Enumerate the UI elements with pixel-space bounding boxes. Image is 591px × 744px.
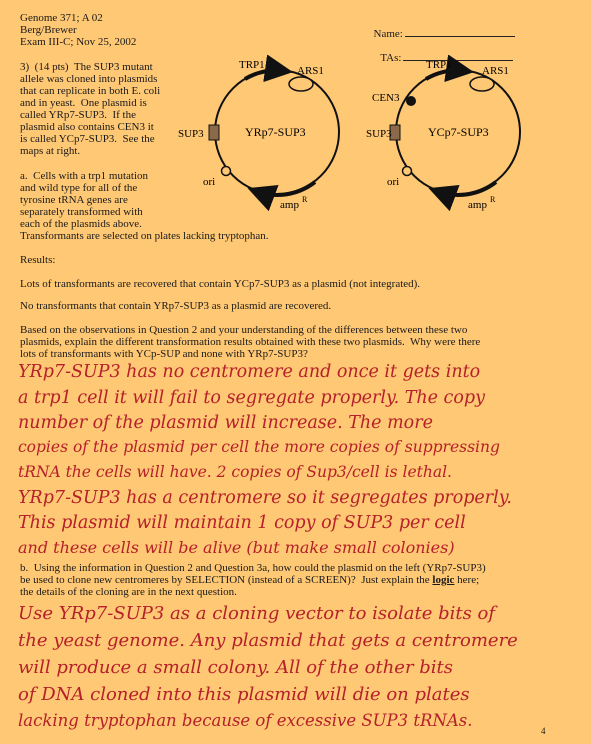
trp1-label: TRP1 <box>239 59 265 71</box>
results-label: Results: <box>20 254 56 266</box>
answer-a-line: YRp7-SUP3 has no centromere and once it gets into <box>18 362 481 382</box>
ori-label: ori <box>387 176 400 188</box>
amp-arrow <box>255 182 315 195</box>
part-a-line: Transformants are selected on plates lacking tryptophan. <box>20 230 269 242</box>
part-b-logic-word: logic <box>432 574 455 586</box>
header-instructors: Berg/Brewer <box>20 24 77 36</box>
part-a-line: each of the plasmids above. <box>20 218 142 230</box>
intro-line: maps at right. <box>20 145 81 157</box>
intro-line: that can replicate in both E. coli <box>20 85 161 97</box>
trp1-arrow <box>245 70 285 79</box>
sup3-label: SUP3 <box>178 128 204 140</box>
part-b-line-2 <box>20 574 479 587</box>
ori-marker <box>222 167 231 176</box>
ars1-marker <box>289 77 313 91</box>
ori-marker <box>403 167 412 176</box>
answer-a-line: number of the plasmid will increase. The more <box>18 413 433 433</box>
result-line-2: No transformants that contain YRp7-SUP3 as a plasmid are recovered. <box>20 300 332 312</box>
sup3-marker <box>209 125 219 140</box>
amp-superscript: R <box>490 195 496 204</box>
amp-label: amp <box>468 199 487 211</box>
answer-a-line: and these cells will be alive (but make small colonies) <box>18 538 455 557</box>
amp-superscript: R <box>302 195 308 204</box>
intro-line: 3) (14 pts) The SUP3 mutant <box>20 61 153 73</box>
yrp7-name: YRp7-SUP3 <box>245 125 306 139</box>
ars1-marker <box>470 77 494 91</box>
trp1-arrow <box>426 70 466 79</box>
plasmid-maps <box>175 55 575 245</box>
ars1-label: ARS1 <box>482 65 509 77</box>
prompt-line: lots of transformants with YCp-SUP and none with YRp7-SUP3? <box>20 348 308 360</box>
page-number: 4 <box>541 726 546 736</box>
intro-line: allele was cloned into plasmids <box>20 73 158 85</box>
answer-a-line: This plasmid will maintain 1 copy of SUP3 per cell <box>18 513 466 533</box>
trp1-label: TRP1 <box>426 59 452 71</box>
amp-arrow <box>436 182 496 195</box>
intro-line: plasmid also contains CEN3 it <box>20 121 154 133</box>
intro-line: and in yeast. One plasmid is <box>20 97 147 109</box>
yrp7-map <box>178 59 339 211</box>
intro-line: is called YCp7-SUP3. See the <box>20 133 155 145</box>
part-b-line-1: b. Using the information in Question 2 and Question 3a, how could the plasmid on the left (YRp7-SUP3) <box>20 562 486 574</box>
part-a-line: separately transformed with <box>20 206 143 218</box>
part-a-line: and wild type for all of the <box>20 182 138 194</box>
answer-a-line: a trp1 cell it will fail to segregate properly. The copy <box>18 388 485 408</box>
answer-b-line: the yeast genome. Any plasmid that gets a centromere <box>18 630 518 651</box>
part-b-line-2-post: here; <box>454 574 480 586</box>
answer-a-line: copies of the plasmid per cell the more copies of suppressing <box>18 438 500 456</box>
ycp7-name: YCp7-SUP3 <box>428 125 489 139</box>
cen3-marker <box>406 96 416 106</box>
name-field[interactable] <box>368 14 515 40</box>
part-b-line-3: the details of the cloning are in the next question. <box>20 586 237 598</box>
result-line-1: Lots of transformants are recovered that contain YCp7-SUP3 as a plasmid (not integrated). <box>20 278 421 290</box>
answer-b-line: of DNA cloned into this plasmid will die on plates <box>18 684 470 705</box>
name-label: Name: <box>373 27 403 40</box>
intro-line: called YRp7-SUP3. If the <box>20 109 136 121</box>
answer-b-line: will produce a small colony. All of the other bits <box>18 657 454 678</box>
answer-b-line: lacking tryptophan because of excessive SUP3 tRNAs. <box>18 711 473 730</box>
amp-label: amp <box>280 199 299 211</box>
cen3-label: CEN3 <box>372 92 400 104</box>
part-a-line: a. Cells with a trp1 mutation <box>20 170 149 182</box>
ycp7-map <box>366 59 520 211</box>
sup3-label: SUP3 <box>366 128 392 140</box>
ars1-label: ARS1 <box>297 65 324 77</box>
part-b-line-2-pre: be used to clone new centromeres by SELECTION (instead of a SCREEN)? Just explain the <box>20 574 433 586</box>
tas-label: TAs: <box>380 51 402 64</box>
prompt-line: Based on the observations in Question 2 and your understanding of the differences between these two <box>20 324 468 336</box>
name-blank[interactable] <box>405 27 515 37</box>
header-exam: Exam III-C; Nov 25, 2002 <box>20 36 137 48</box>
part-a-line: tyrosine tRNA genes are <box>20 194 128 206</box>
answer-a-line: YRp7-SUP3 has a centromere so it segregates properly. <box>18 488 512 508</box>
header-course: Genome 371; A 02 <box>20 12 103 24</box>
answer-a-line: tRNA the cells will have. 2 copies of Sup3/cell is lethal. <box>18 463 452 481</box>
answer-b-line: Use YRp7-SUP3 as a cloning vector to isolate bits of <box>18 603 496 624</box>
prompt-line: plasmids, explain the different transformation results obtained with these two plasmids. Why were there <box>20 336 481 348</box>
ori-label: ori <box>203 176 216 188</box>
